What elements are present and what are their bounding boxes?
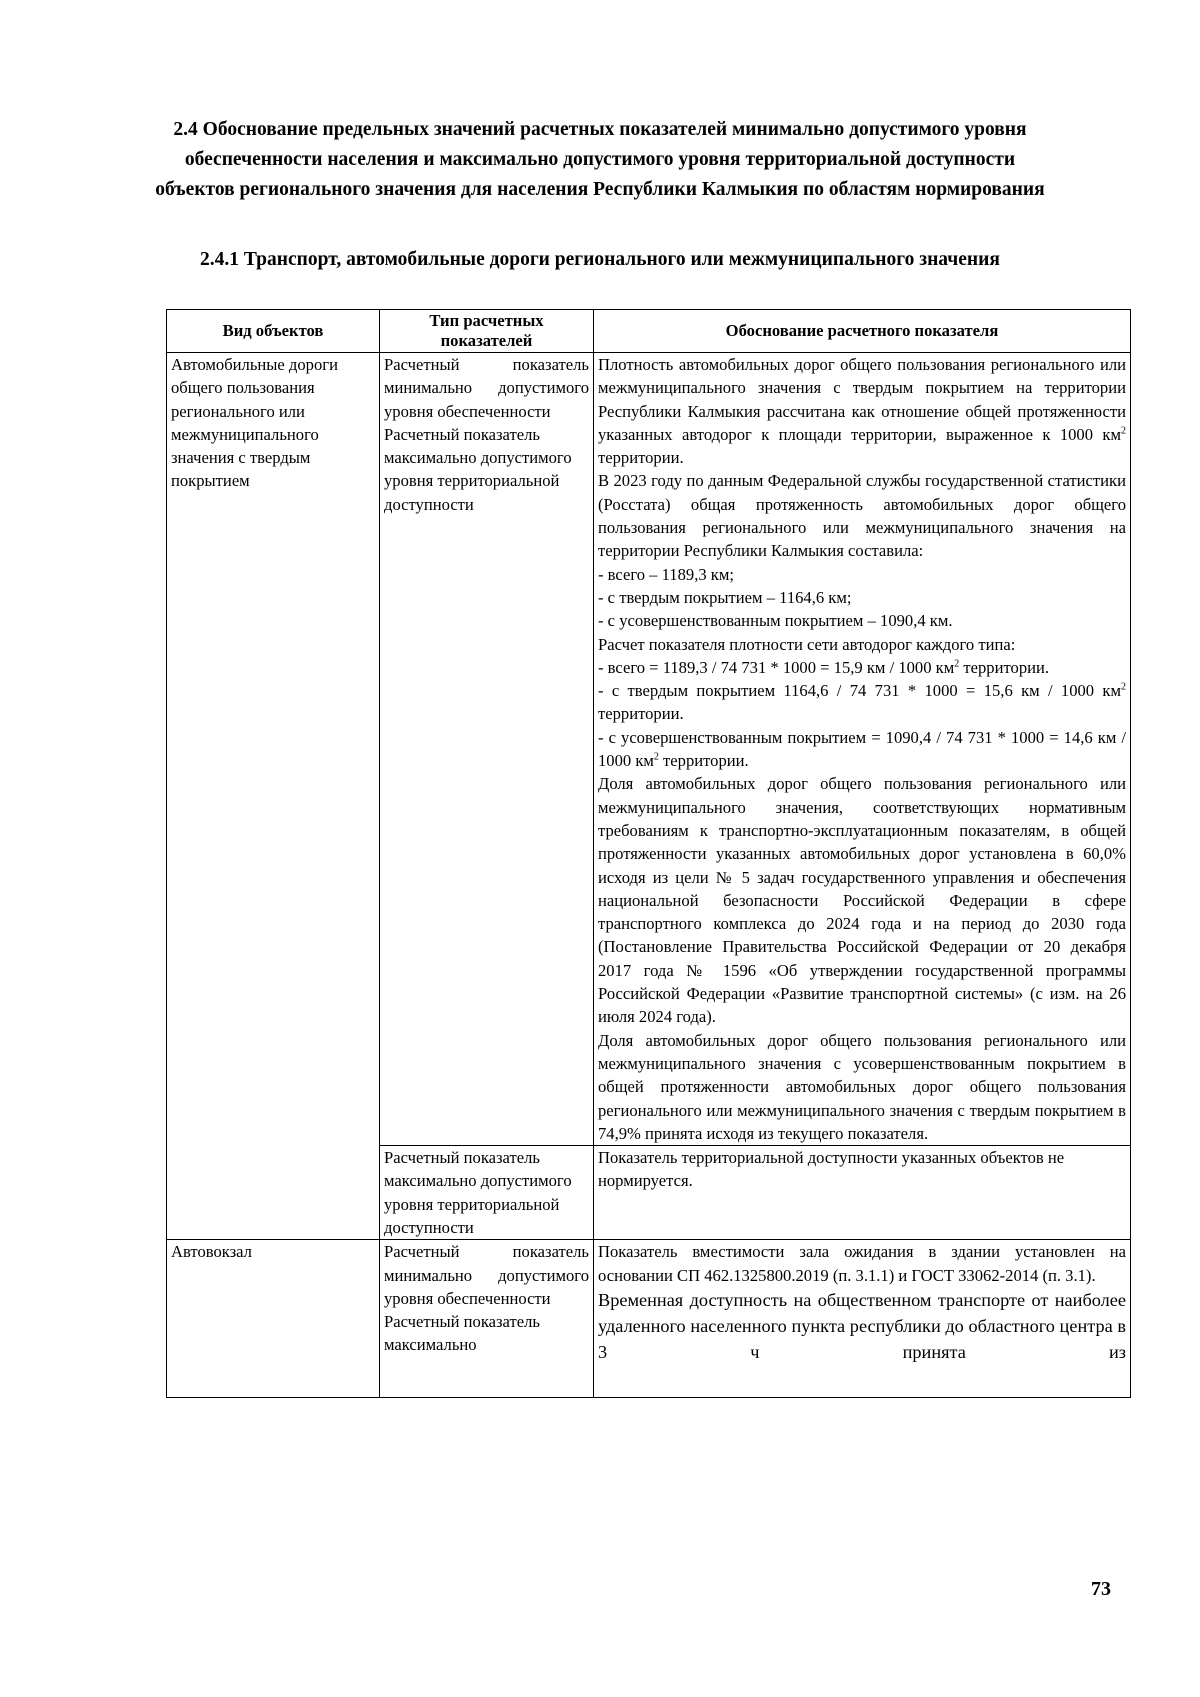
header-indicator-type: Тип расчетных показателей: [380, 310, 594, 353]
justification-paragraph: Показатель вместимости зала ожидания в здании установлен на основании СП 462.1325800.2019 (п. 3.1.1) и ГОСТ 33062-2014 (п. 3.1).: [598, 1242, 1126, 1285]
object-cell: [167, 353, 380, 1240]
object-name: Автовокзал: [171, 1242, 252, 1262]
indicator-type-cell: [380, 353, 594, 1146]
norms-table: [166, 309, 1131, 1398]
object-name: Автомобильные дороги общего пользования регионального или межмуниципального значения с твердым покрытием: [171, 355, 338, 491]
justification-paragraph: Плотность автомобильных дорог общего пользования регионального или межмуниципального значения с твердым покрытием на территории Республики Калмыкия рассчитана как отношение общей протяженности указанных автодорог к площади территории, выраженное к 1000 $км^2$ территории.: [598, 355, 1126, 468]
indicator-type-cell: [380, 1146, 594, 1240]
justification-paragraph: Показатель территориальной доступности указанных объектов не нормируется.: [598, 1148, 1065, 1191]
justification-paragraph: Доля автомобильных дорог общего пользования регионального или межмуниципального значения, соответствующих нормативным требованиям к транспортно-эксплуатационным показателям, в общей протяженности указанных автомобильных дорог установлена в 60,0% исходя из цели № 5 задач государственного управления и обеспечения национальной безопасности Российской Федерации в сфере транспортного комплекса до 2024 года и на период до 2030 года (Постановление Правительства Российской Федерации от 20 декабря 2017 года № 1596 «Об утверждении государственной программы Российской Федерации «Развитие транспортной системы» (с изм. на 26 июля 2024 года).: [598, 774, 1126, 1027]
justification-paragraph: Временная доступность на общественном транспорте от наиболее удаленного населенного пункта республики до областного центра в 3 ч принята из: [598, 1289, 1126, 1362]
header-justification: Обоснование расчетного показателя: [594, 310, 1131, 353]
calculation-line: - всего = 1189,3 / 74 731 * 1000 = 15,9 км / 1000 $км^2$ территории.: [598, 657, 1050, 677]
justification-paragraph: Доля автомобильных дорог общего пользования регионального или межмуниципального значения с усовершенствованным покрытием в общей протяженности автомобильных дорог общего пользования регионального или межмуниципального значения с твердым покрытием в 74,9% принята исходя из текущего показателя.: [598, 1030, 1126, 1143]
list-item: - с твердым покрытием – 1164,6 км;: [598, 587, 852, 607]
justification-cell: [594, 1240, 1131, 1398]
justification-cell: [594, 1146, 1131, 1240]
calculation-line: - с твердым покрытием 1164,6 / 74 731 * 1000 = 15,6 км / 1000 $км^2$ территории.: [598, 681, 1126, 724]
indicator-type-min: Расчетный показатель минимально допустимого уровня обеспеченности: [384, 355, 589, 421]
subsection-heading: 2.4.1 Транспорт, автомобильные дороги регионального или межмуниципального значения: [200, 249, 1000, 270]
section-heading: 2.4 Обоснование предельных значений расчетных показателей минимально допустимого уровня обеспеченности населения и максимально допустимого уровня территориальной доступности объектов регионального значения для населения Республики Калмыкия по областям нормирования: [155, 119, 1045, 200]
table-row: [167, 353, 1131, 1146]
indicator-type-max: Расчетный показатель максимально: [384, 1312, 540, 1355]
list-item: - с усовершенствованным покрытием – 1090,4 км.: [598, 611, 953, 631]
table-row: [167, 1240, 1131, 1398]
table-header-row: [167, 310, 1131, 353]
header-object-type: Вид объектов: [167, 310, 380, 353]
indicator-type-max: Расчетный показатель максимально допустимого уровня территориальной доступности: [384, 1148, 572, 1237]
justification-paragraph: В 2023 году по данным Федеральной службы государственной статистики (Росстата) общая протяженность автомобильных дорог общего пользования регионального или межмуниципального значения на территории Республики Калмыкия составила:: [598, 471, 1126, 561]
justification-cell: [594, 353, 1131, 1146]
calculation-line: - с усовершенствованным покрытием = 1090,4 / 74 731 * 1000 = 14,6 км / 1000 $км^2$ территории.: [598, 727, 1126, 771]
indicator-type-max: Расчетный показатель максимально допустимого уровня территориальной доступности: [384, 424, 572, 514]
indicator-type-cell: [380, 1240, 594, 1398]
indicator-type-min: Расчетный показатель минимально допустимого уровня обеспеченности: [384, 1242, 589, 1308]
page-number: 73: [1091, 1578, 1111, 1600]
object-cell: [167, 1240, 380, 1398]
justification-paragraph: Расчет показателя плотности сети автодорог каждого типа:: [598, 634, 1016, 654]
list-item: - всего – 1189,3 км;: [598, 564, 734, 584]
